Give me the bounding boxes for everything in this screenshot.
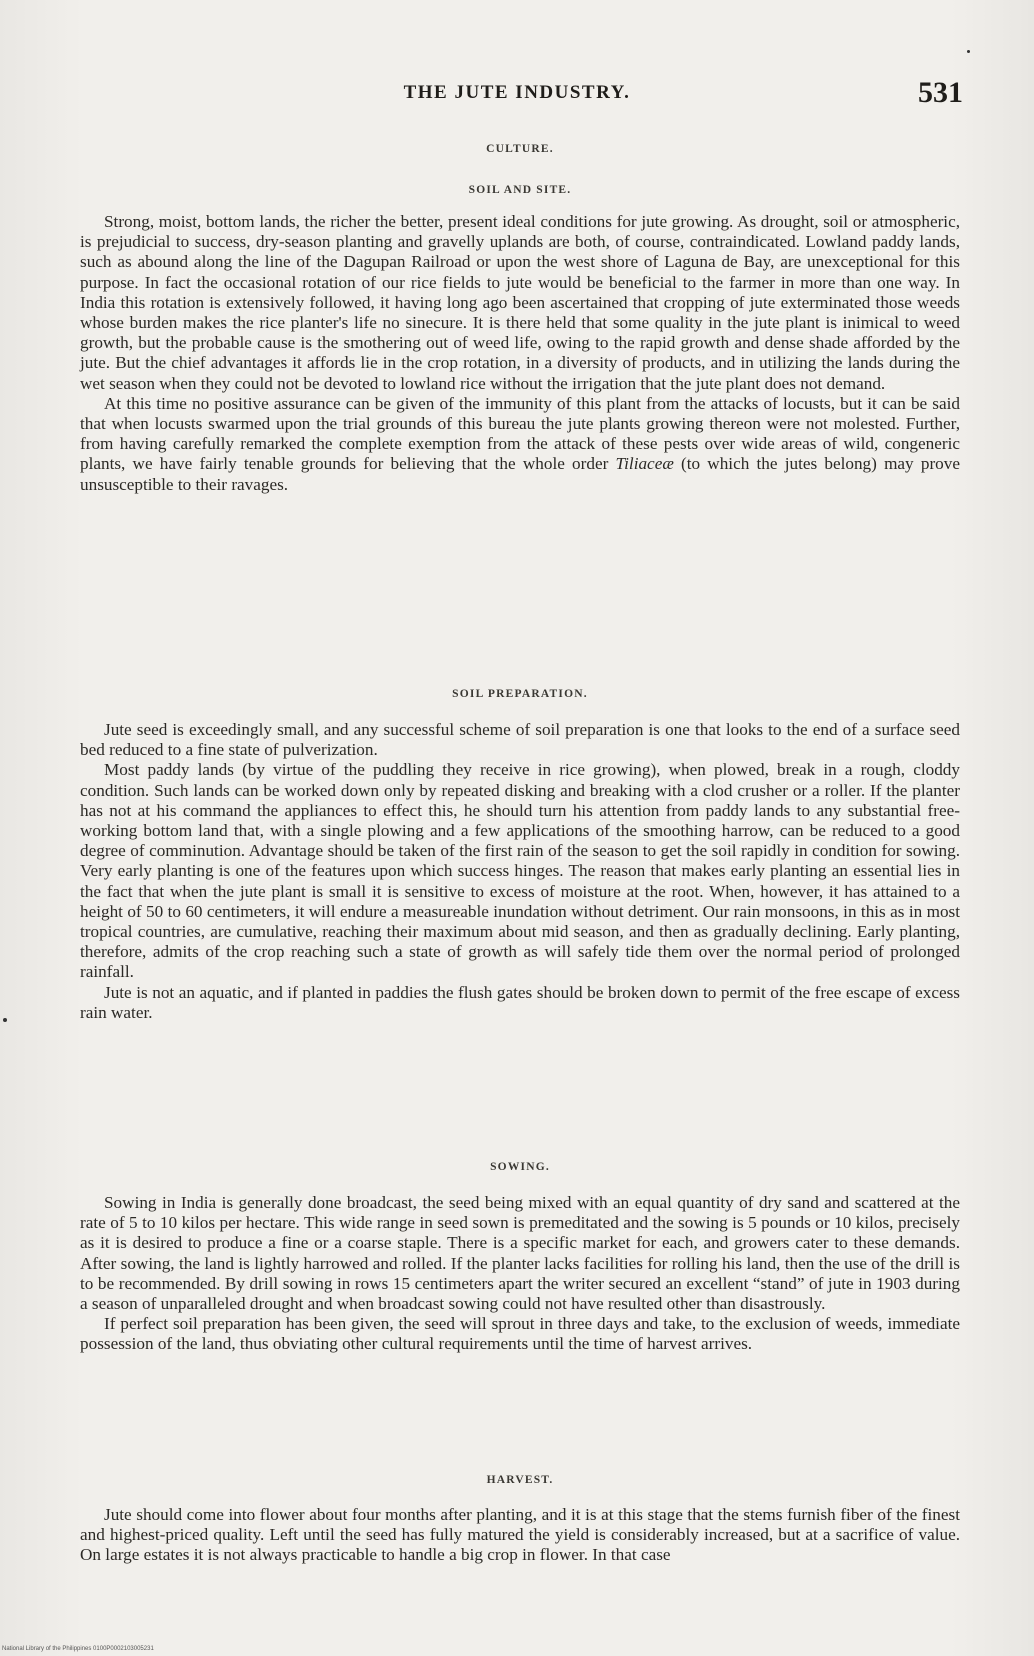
prep-paragraph-1: Jute seed is exceedingly small, and any successful scheme of soil preparation is one that looks to the end of a surface seed bed reduced to a fine state of pulverization.	[80, 720, 960, 760]
scan-speck	[967, 50, 970, 53]
scan-speck	[3, 1018, 7, 1022]
soil-heading-block	[80, 184, 960, 196]
sowing-paragraph-1: Sowing in India is generally done broadcast, the seed being mixed with an equal quantity of dry sand and scattered at the rate of 5 to 10 kilos per hectare. This wide range in seed sown is premeditated and the sowing is 5 pounds or 10 kilos, precisely as it is desired to produce a fine or a coarse staple. There is a specific market for each, and growers cater to these demands. After sowing, the land is lightly harrowed and rolled. If the planter lacks facilities for rolling his land, then the use of the drill is to be recommended. By drill sowing in rows 15 centimeters apart the writer secured an excellent “stand” of jute in 1903 during a season of unparalleled drought and when broadcast sowing could not have resulted other than disastrously.	[80, 1193, 960, 1314]
soil-section	[80, 212, 960, 495]
prep-heading-block	[80, 688, 960, 700]
running-title: THE JUTE INDUSTRY.	[403, 82, 631, 103]
sowing-section	[80, 1193, 960, 1355]
culture-heading: CULTURE.	[486, 143, 554, 155]
culture-heading-block	[80, 143, 960, 155]
sowing-heading-block	[80, 1161, 960, 1173]
scan-footer: National Library of the Philippines 0100P0002103005231	[2, 1646, 154, 1652]
harvest-section	[80, 1505, 960, 1566]
prep-paragraph-2: Most paddy lands (by virtue of the puddling they receive in rice growing), when plowed, break in a rough, cloddy condition. Such lands can be worked down only by repeated disking and breaking with a clod crusher or a roller. If the planter has not at his command the appliances to effect this, he should turn his attention from paddy lands to any substantial free-working bottom land that, with a single plowing and a few applications of the smoothing harrow, can be reduced to a good degree of comminution. Advantage should be taken of the first rain of the season to get the soil rapidly in condition for sowing. Very early planting is one of the features upon which success hinges. The reason that makes early planting an essential lies in the fact that when the jute plant is small it is sensitive to excess of moisture at the root. When, however, it has attained to a height of 50 to 60 centimeters, it will endure a measureable inundation without detriment. Our rain monsoons, in this as in most tropical countries, are cumulative, reaching their maximum about mid season, and then as gradually declining. Early planting, therefore, admits of the crop reaching such a state of growth as will safely tide them over the normal period of prolonged rainfall.	[80, 760, 960, 982]
page-number: 531	[918, 76, 963, 109]
soil-paragraph-2-a: At this time no positive assurance can be given of the immunity of this plant from the attacks of locusts, but it can be said that when locusts swarmed upon the trial grounds of this bureau the jute plants growing thereon were not molested. Further, from having carefully remarked the complete exemption from the attack of these pests over wide areas of wild, congeneric plants, we have fairly tenable grounds for believing that the whole order	[80, 393, 960, 474]
prep-section	[80, 720, 960, 1023]
prep-paragraph-3: Jute is not an aquatic, and if planted in paddies the flush gates should be broken down to permit of the free escape of excess rain water.	[80, 982, 960, 1022]
soil-paragraph-2	[80, 394, 960, 495]
sowing-paragraph-2: If perfect soil preparation has been given, the seed will sprout in three days and take, to the exclusion of weeds, immediate possession of the land, thus obviating other cultural requirements until the time of harvest arrives.	[80, 1314, 960, 1354]
sowing-heading: SOWING.	[490, 1161, 550, 1173]
soil-heading: SOIL AND SITE.	[468, 184, 572, 196]
harvest-heading: HARVEST.	[486, 1474, 554, 1486]
soil-paragraph-2-italic: Tiliaceæ	[615, 454, 674, 474]
harvest-paragraph-1: Jute should come into flower about four months after planting, and it is at this stage that the stems furnish fiber of the finest and highest-priced quality. Left until the seed has fully matured the yield is considerably increased, but at a sacrifice of value. On large estates it is not always practicable to handle a big crop in flower. In that case	[80, 1505, 960, 1565]
harvest-heading-block	[80, 1474, 960, 1486]
soil-paragraph-1: Strong, moist, bottom lands, the richer the better, present ideal conditions for jute growing. As drought, soil or atmospheric, is prejudicial to success, dry-season planting and gravelly uplands are both, of course, contraindicated. Lowland paddy lands, such as abound along the line of the Dagupan Railroad or upon the west shore of Laguna de Bay, are unexceptional for this purpose. In fact the occasional rotation of our rice fields to jute would be beneficial to the farmer in more than one way. In India this rotation is extensively followed, it having long ago been ascertained that cropping of jute exterminated those weeds whose burden makes the rice planter's life no sinecure. It is there held that some quality in the jute plant is inimical to weed growth, but the probable cause is the smothering out of weed life, owing to the rapid growth and dense shade afforded by the jute. But the chief advantages it affords lie in the crop rotation, in a diversity of products, and in utilizing the lands during the wet season when they could not be devoted to lowland rice without the irrigation that the jute plant does not demand.	[80, 212, 960, 393]
soil-paragraph-2-b: (to which the jutes belong) may prove unsusceptible to their ravages.	[80, 454, 960, 494]
soil-preparation-heading: SOIL PREPARATION.	[452, 688, 588, 700]
